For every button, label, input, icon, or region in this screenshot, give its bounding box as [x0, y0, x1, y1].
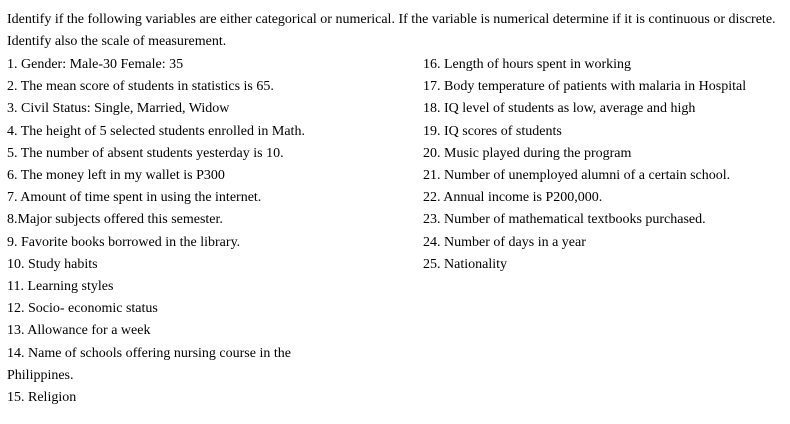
list-item-3: 3. Civil Status: Single, Married, Widow [7, 101, 230, 117]
list-item-13: 13. Allowance for a week [7, 323, 151, 339]
list-item-2: 2. The mean score of students in statistics is 65. [7, 79, 274, 95]
list-item-24: 24. Number of days in a year [423, 234, 586, 250]
list-item-8: 8.Major subjects offered this semester. [7, 212, 223, 228]
list-item-5: 5. The number of absent students yesterday is 10. [7, 145, 284, 161]
instructions-text: Identify if the following variables are either categorical or numerical. If the variable is numerical determine if it is continuous or discrete. Identify also the scale of measurement. [7, 12, 776, 49]
list-item-7: 7. Amount of time spent in using the internet. [7, 190, 262, 206]
list-item-25: 25. Nationality [423, 256, 507, 272]
list-item-23: 23. Number of mathematical textbooks purchased. [423, 212, 706, 228]
list-item-9: 9. Favorite books borrowed in the library. [7, 234, 241, 250]
list-item-21: 21. Number of unemployed alumni of a certain school. [423, 168, 731, 184]
variables-list-right [423, 54, 783, 276]
list-item-10: 10. Study habits [7, 256, 98, 272]
list-item-19: 19. IQ scores of students [423, 123, 562, 139]
list-item-22: 22. Annual income is P200,000. [423, 190, 603, 206]
list-item-6: 6. The money left in my wallet is P300 [7, 168, 225, 184]
list-item-18: 18. IQ level of students as low, average and high [423, 101, 696, 117]
list-item-4: 4. The height of 5 selected students enrolled in Math. [7, 123, 305, 139]
list-item-17: 17. Body temperature of patients with malaria in Hospital [423, 79, 747, 95]
list-item-15: 15. Religion [7, 390, 77, 406]
list-item-1: 1. Gender: Male-30 Female: 35 [7, 57, 184, 72]
list-item-20: 20. Music played during the program [423, 145, 632, 161]
list-item-11: 11. Learning styles [7, 279, 114, 295]
variables-list-left [7, 54, 337, 409]
list-item-16: 16. Length of hours spent in working [423, 57, 632, 72]
list-item-14: 14. Name of schools offering nursing course in the Philippines. [7, 345, 291, 383]
list-item-12: 12. Socio- economic status [7, 301, 158, 317]
